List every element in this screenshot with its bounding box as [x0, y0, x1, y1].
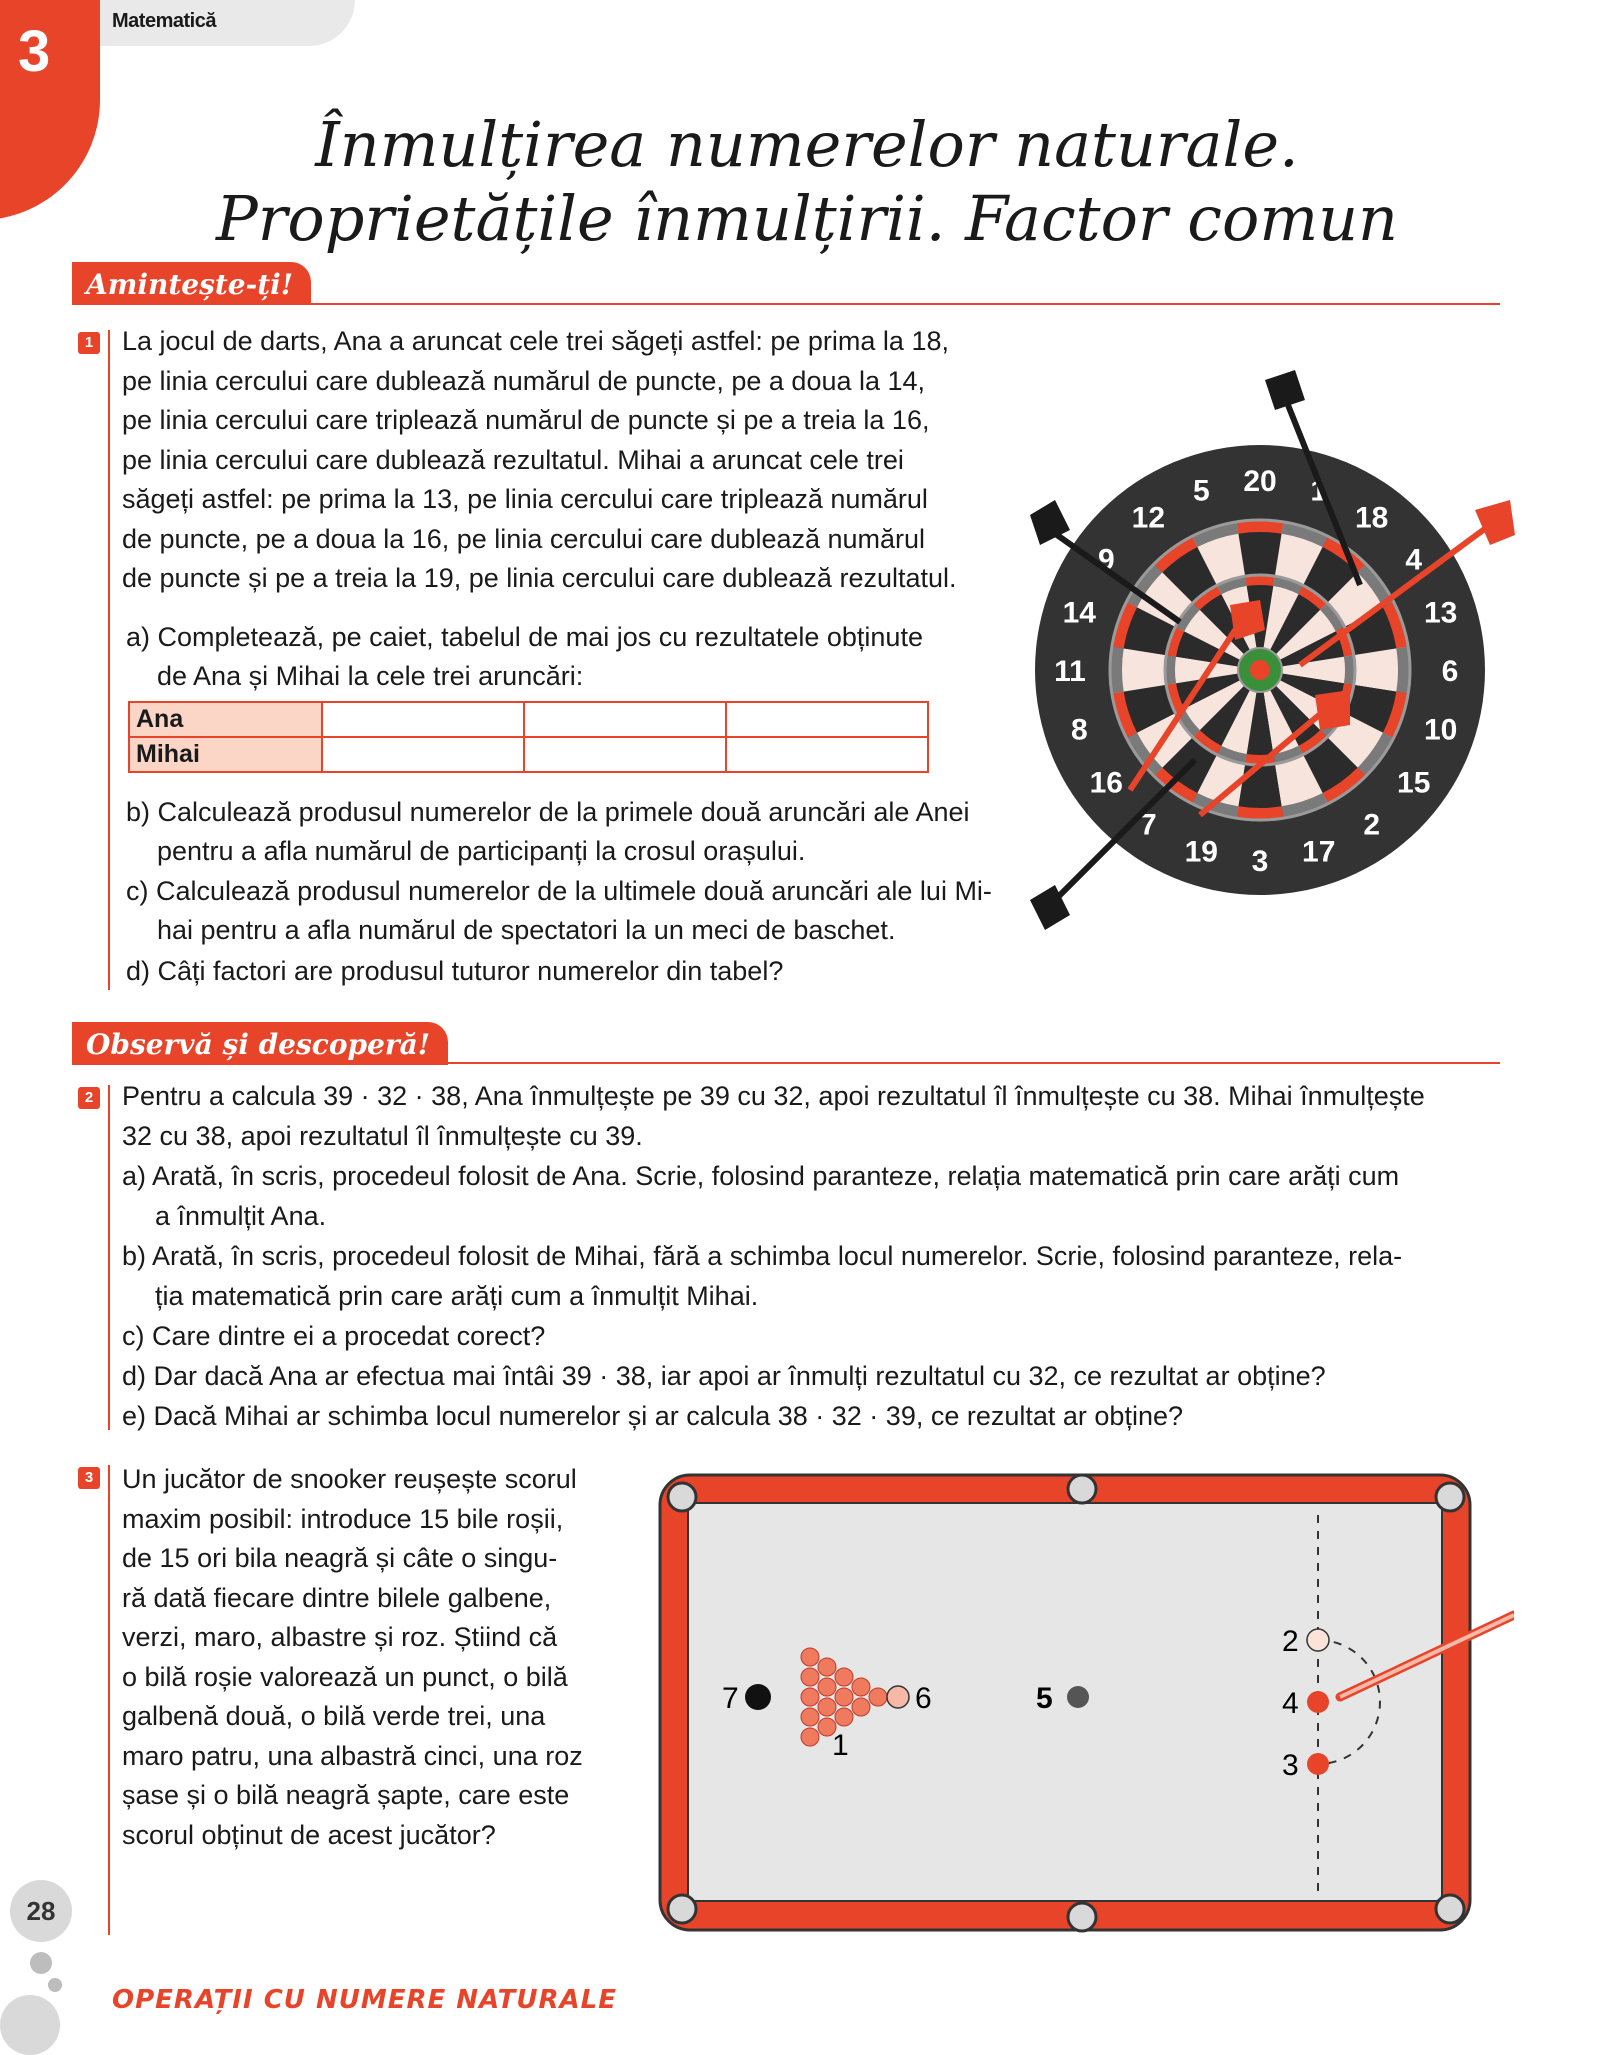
exercise-3-text: [122, 1460, 622, 1855]
board-number: 6: [1441, 655, 1459, 688]
row-label-mihai: Mihai: [129, 737, 322, 772]
section-tag-observe: Observă și descoperă!: [72, 1022, 448, 1065]
text-line: pe linia cercului care triplează numărul de puncte și pe a treia la 16,: [122, 405, 930, 435]
exercise-2-a-line1: a) Arată, în scris, procedeul folosit de Ana. Scrie, folosind paranteze, relația matematică prin care arăți cum: [122, 1161, 1400, 1191]
text-line: de puncte, pe a doua la 16, pe linia cercului care dublează numărul: [122, 523, 926, 554]
table-row: [129, 737, 928, 772]
bullseye: [1250, 660, 1270, 680]
pocket: [1436, 1895, 1464, 1923]
decor-dot: [0, 1995, 60, 2055]
title-line-1: Înmulțirea numerelor naturale.: [315, 108, 1299, 181]
table-row: [129, 702, 928, 737]
ball-black: [745, 1684, 771, 1710]
ball-red: [852, 1698, 870, 1716]
label-yellow: 2: [1282, 1625, 1299, 1658]
row-label-ana: Ana: [129, 702, 322, 737]
text-line: pe linia cercului care dublează numărul de puncte, pe a doua la 14,: [122, 365, 926, 396]
exercise-number-badge: 2: [78, 1087, 100, 1109]
ball-red: [835, 1668, 853, 1686]
board-number: 12: [1131, 501, 1166, 535]
exercise-2-a-line2: a înmulțit Ana.: [155, 1201, 327, 1231]
ball-red: [801, 1648, 819, 1666]
ball-red: [801, 1708, 819, 1726]
text-line: o bilă roșie valorează un punct, o bilă: [122, 1661, 568, 1692]
text-line: săgeți astfel: pe prima la 13, pe linia cercului care triplează numărul: [122, 484, 928, 514]
text-line: pe linia cercului care dublează rezultatul. Mihai a aruncat cele trei: [122, 444, 904, 475]
ball-brown: [1307, 1691, 1329, 1713]
decor-dot: [30, 1952, 52, 1974]
exercise-margin-line: [108, 1465, 110, 1935]
exercise-1-text: [122, 322, 997, 599]
ball-red: [818, 1658, 836, 1676]
ball-red: [818, 1698, 836, 1716]
text-line: ră dată fiecare dintre bilele galbene,: [122, 1582, 552, 1613]
ball-pink: [887, 1686, 909, 1708]
label-red: 1: [832, 1729, 849, 1762]
exercise-number-badge: 1: [78, 332, 100, 354]
table-cell: [322, 737, 524, 772]
table-cell: [524, 737, 726, 772]
section-rule: [72, 303, 1500, 305]
board-number: 20: [1243, 465, 1277, 498]
exercise-2-c-line: c) Care dintre ei a procedat corect?: [122, 1321, 546, 1351]
ball-red: [835, 1688, 853, 1706]
title-line-2: Proprietățile înmulțirii. Factor comun: [216, 182, 1398, 255]
text-line: șase și o bilă neagră șapte, care este: [122, 1780, 570, 1810]
ball-yellow: [1307, 1629, 1329, 1651]
board-number: 16: [1089, 766, 1123, 800]
exercise-1-b-line2: pentru a afla numărul de participanți la crosul orașului.: [157, 836, 806, 866]
exercise-2-line2: 32 cu 38, apoi rezultatul îl înmulțește cu 39.: [122, 1121, 643, 1151]
table-cell: [524, 702, 726, 737]
exercise-1-d-line: d) Câți factori are produsul tuturor numerelor din tabel?: [126, 956, 784, 986]
ball-red: [869, 1688, 887, 1706]
board-number: 9: [1097, 543, 1115, 577]
text-line: galbenă două, o bilă verde trei, una: [122, 1701, 546, 1731]
section-tag-remember: Amintește-ți!: [72, 262, 311, 305]
exercise-margin-line: [108, 1085, 110, 1430]
exercise-2-line1: Pentru a calcula 39 · 32 · 38, Ana înmulțește pe 39 cu 32, apoi rezultatul îl înmulțește cu 38. Mihai înmulțește: [122, 1081, 1425, 1111]
ball-red: [801, 1688, 819, 1706]
results-table: [128, 701, 929, 773]
text-line: La jocul de darts, Ana a aruncat cele trei săgeți astfel: pe prima la 18,: [122, 326, 949, 356]
ball-green: [1307, 1753, 1329, 1775]
pocket: [1068, 1903, 1096, 1931]
exercise-1-a-line1: a) Completează, pe caiet, tabelul de mai jos cu rezultatele obținute: [126, 622, 923, 652]
text-line: de puncte și pe a treia la 19, pe linia cercului care dublează rezultatul.: [122, 563, 957, 593]
chapter-footer: OPERAȚII CU NUMERE NATURALE: [112, 1985, 618, 2015]
ball-blue: [1067, 1686, 1089, 1708]
ball-red: [852, 1678, 870, 1696]
table-cell: [726, 737, 928, 772]
table-cell: [322, 702, 524, 737]
ball-red: [818, 1678, 836, 1696]
board-number: 11: [1054, 655, 1086, 688]
unit-number: 3: [18, 19, 51, 84]
label-green: 3: [1282, 1749, 1299, 1782]
board-number: 4: [1405, 543, 1423, 577]
dartboard-illustration: [1020, 360, 1540, 940]
pocket: [1436, 1483, 1464, 1511]
section-rule: [72, 1062, 1500, 1064]
table-cell: [726, 702, 928, 737]
subject-label: Matematică: [112, 10, 216, 32]
text-line: maxim posibil: introduce 15 bile roșii,: [122, 1503, 564, 1534]
label-black: 7: [722, 1682, 739, 1715]
exercise-2-b-line2: ția matematică prin care arăți cum a înmulțit Mihai.: [155, 1281, 759, 1311]
board-number: 1: [1310, 474, 1328, 508]
board-number: 18: [1354, 501, 1389, 535]
text-line: scorul obținut de acest jucător?: [122, 1819, 496, 1850]
exercise-1-a-line2: de Ana și Mihai la cele trei aruncări:: [157, 661, 584, 691]
board-number: 5: [1192, 474, 1210, 508]
text-line: maro patru, una albastră cinci, una roz: [122, 1740, 583, 1771]
ball-red: [801, 1668, 819, 1686]
pocket: [668, 1483, 696, 1511]
board-number: 19: [1184, 835, 1218, 869]
exercise-number-badge: 3: [78, 1467, 100, 1489]
board-number: 15: [1397, 766, 1431, 800]
board-number: 8: [1070, 713, 1088, 747]
exercise-2-b-line1: b) Arată, în scris, procedeul folosit de Mihai, fără a schimba locul numerelor. Scrie, folosind paranteze, rela-: [122, 1241, 1403, 1271]
board-number: 2: [1363, 808, 1381, 842]
board-number: 17: [1302, 835, 1336, 869]
board-number: 10: [1424, 713, 1458, 747]
exercise-1-c-line2: hai pentru a afla numărul de spectatori la un meci de baschet.: [157, 915, 896, 945]
exercise-2-d-line: d) Dar dacă Ana ar efectua mai întâi 39 · 38, iar apoi ar înmulți rezultatul cu 32, ce rezultat ar obține?: [122, 1361, 1326, 1391]
exercise-1-c-line1: c) Calculează produsul numerelor de la ultimele două aruncări ale lui Mi-: [126, 876, 992, 906]
label-brown: 4: [1282, 1687, 1299, 1720]
ball-red: [835, 1708, 853, 1726]
board-number: 7: [1139, 808, 1157, 842]
ball-red: [801, 1728, 819, 1746]
text-line: Un jucător de snooker reușește scorul: [122, 1464, 577, 1494]
exercise-2-e-line: e) Dacă Mihai ar schimba locul numerelor și ar calcula 38 · 32 · 39, ce rezultat ar obține?: [122, 1401, 1183, 1431]
board-number: 13: [1424, 596, 1458, 630]
snooker-table-illustration: [650, 1465, 1514, 1945]
board-number: 14: [1062, 596, 1096, 630]
text-line: verzi, maro, albastre și roz. Știind că: [122, 1622, 558, 1652]
label-pink: 6: [915, 1682, 932, 1715]
pocket: [1068, 1475, 1096, 1503]
page-number: 28: [10, 1880, 72, 1942]
pocket: [668, 1895, 696, 1923]
exercise-1-b-line1: b) Calculează produsul numerelor de la primele două aruncări ale Anei: [126, 797, 970, 827]
text-line: de 15 ori bila neagră și câte o singu-: [122, 1543, 558, 1573]
exercise-margin-line: [108, 330, 110, 990]
board-number: 3: [1251, 845, 1269, 878]
page-title: [0, 108, 1614, 256]
label-blue: 5: [1036, 1682, 1053, 1715]
decor-dot: [48, 1978, 62, 1992]
